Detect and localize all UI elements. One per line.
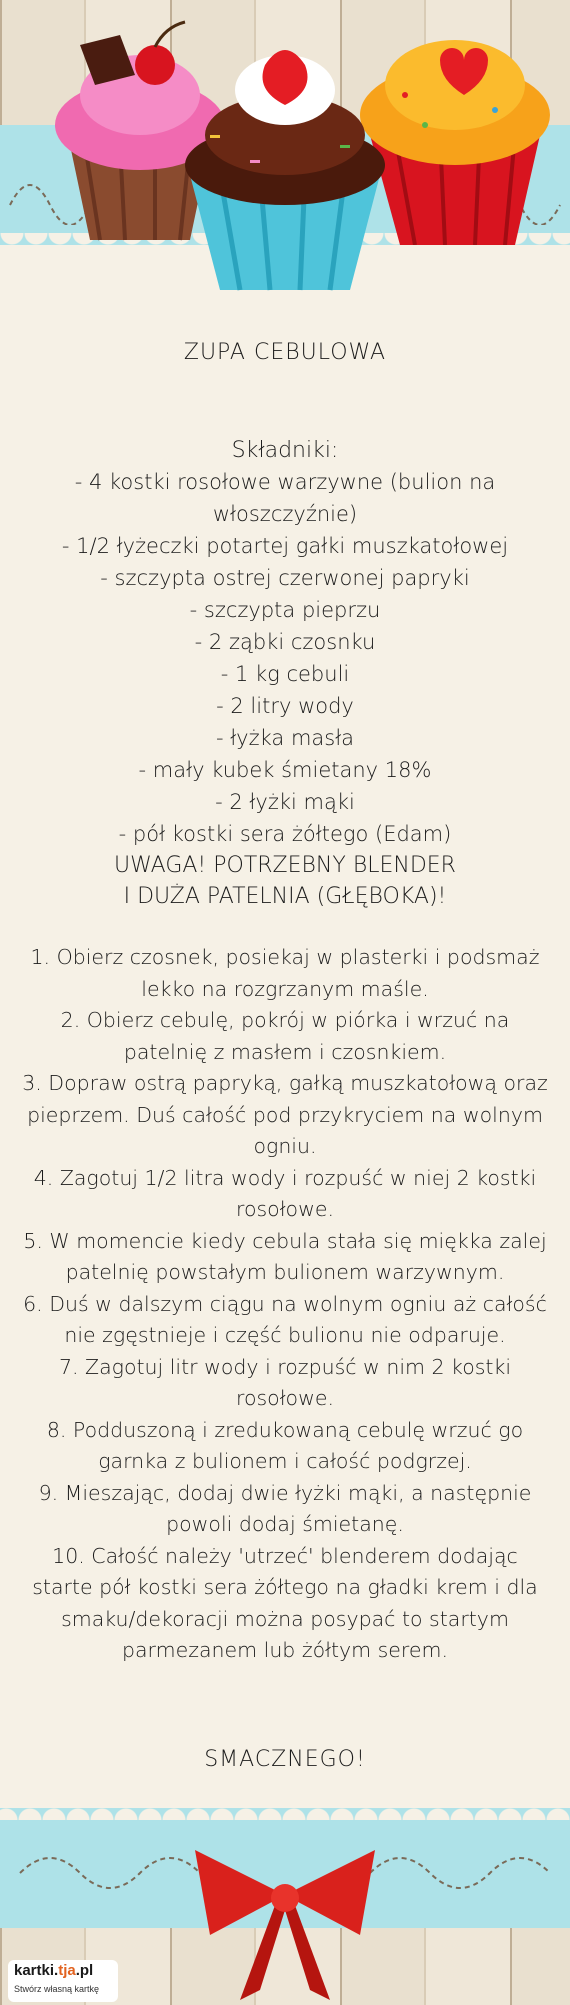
ingredient-item: - 2 litry wody (216, 694, 354, 718)
ingredient-item: - 2 łyżki mąki (215, 790, 355, 814)
ingredients-list (20, 466, 550, 850)
red-bow-icon (185, 1840, 385, 2005)
logo-name: kartki.tja.pl (14, 1962, 94, 1979)
step-item: 2. Obierz cebulę, pokrój w piórka i wrzuć na patelnię z masłem i czosnkiem. (60, 1008, 510, 1064)
recipe-title: ZUPA CEBULOWA (183, 340, 387, 365)
ingredient-item: - szczypta ostrej czerwonej papryki (100, 566, 470, 590)
step-item: 5. W momencie kiedy cebula stała się miękka zalej patelnię powstałym bulionem warzywnym. (23, 1228, 547, 1284)
ingredient-item: - pół kostki sera żółtego (Edam) (118, 822, 452, 846)
warning-line: I DUŻA PATELNIA (GŁĘBOKA)! (123, 884, 447, 909)
step-item: 8. Podduszoną i zredukowaną cebulę wrzuć go garnka z bulionem i całość podgrzej. (46, 1417, 524, 1473)
ingredient-item: - łyżka masła (215, 726, 355, 750)
ingredient-item: - 4 kostki rosołowe warzywne (bulion na włoszczyźnie) (74, 470, 496, 526)
ingredients-heading: Składniki: (231, 438, 339, 463)
warning-note (20, 850, 550, 912)
steps-list (20, 942, 550, 1667)
step-item: 1. Obierz czosnek, posiekaj w plasterki i podsmaż lekko na rozgrzanym maśle. (30, 945, 540, 1001)
warning-line: UWAGA! POTRZEBNY BLENDER (114, 853, 456, 878)
closing-text: SMACZNEGO! (204, 1746, 366, 1772)
step-item: 3. Dopraw ostrą papryką, gałką muszkatołową oraz pieprzem. Duś całość pod przykryciem na wolnym ogniu. (22, 1071, 548, 1158)
ingredient-item: - 1 kg cebuli (220, 662, 350, 686)
step-item: 4. Zagotuj 1/2 litra wody i rozpuść w niej 2 kostki rosołowe. (33, 1165, 537, 1221)
ingredient-item: - mały kubek śmietany 18% (138, 758, 432, 782)
step-item: 7. Zagotuj litr wody i rozpuść w nim 2 kostki rosołowe. (58, 1354, 512, 1410)
logo-tagline: Stwórz własną kartkę (14, 1984, 100, 1994)
kartki-logo[interactable] (8, 1960, 118, 2002)
ingredient-item: - szczypta pieprzu (189, 598, 381, 622)
recipe-content (20, 250, 550, 1772)
step-item: 9. Mieszając, dodaj dwie łyżki mąki, a następnie powoli dodaj śmietanę. (38, 1480, 532, 1536)
ingredient-item: - 1/2 łyżeczki potartej gałki muszkatołowej (61, 534, 509, 558)
step-item: 6. Duś w dalszym ciągu na wolnym ogniu aż całość nie zgęstnieje i część bulionu nie odparuje. (23, 1291, 547, 1347)
step-item: 10. Całość należy 'utrzeć' blenderem dodając starte pół kostki sera żółtego na gładki krem i dla smaku/dekoracji można posypać to startym parmezanem lub żółtym serem. (32, 1543, 538, 1662)
ingredient-item: - 2 ząbki czosnku (194, 630, 376, 654)
